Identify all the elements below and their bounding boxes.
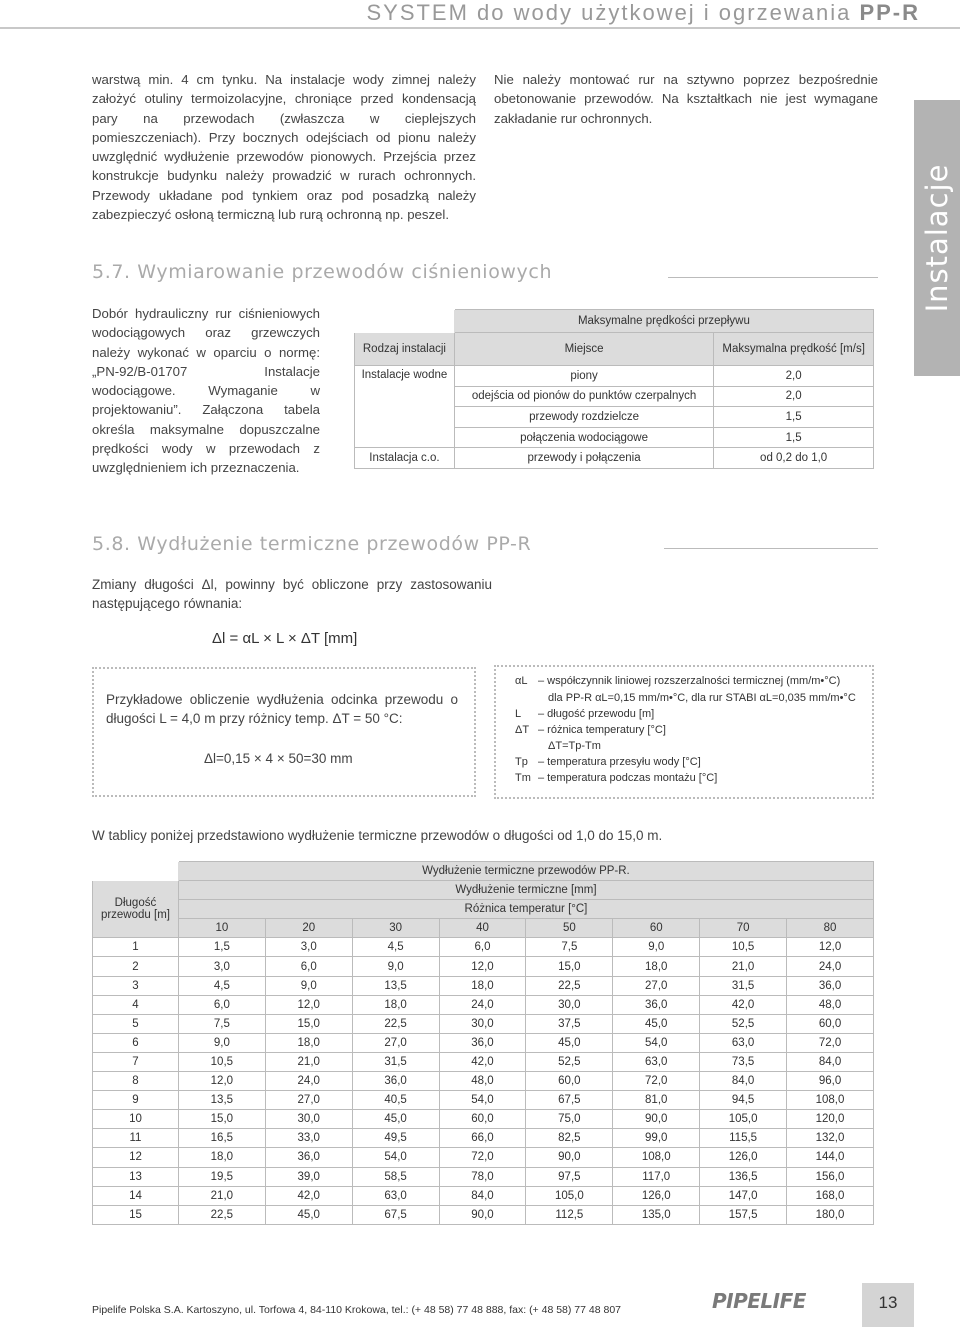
velocity-table-title: Maksymalne prędkości przepływu [454, 310, 873, 333]
velocity-speed: 1,5 [714, 427, 874, 448]
header-title [366, 0, 920, 26]
elongation-value-cell: 30,0 [526, 995, 613, 1014]
elongation-value-cell: 7,5 [526, 938, 613, 957]
elongation-value-cell: 84,0 [787, 1052, 874, 1071]
elongation-table-title: Wydłużenie termiczne przewodów PP-R. [178, 862, 873, 881]
elongation-value-cell: 45,0 [265, 1205, 352, 1224]
elongation-value-cell: 168,0 [787, 1186, 874, 1205]
elongation-value-cell: 4,5 [352, 938, 439, 957]
velocity-group-heating: Instalacja c.o. [355, 448, 455, 469]
elongation-value-cell: 18,0 [613, 957, 700, 976]
pipelife-logo: PIPELIFE [712, 1289, 806, 1313]
table-row [93, 976, 874, 995]
elongation-value-cell: 52,5 [526, 1052, 613, 1071]
elongation-value-cell: 3,0 [178, 957, 265, 976]
table-row [93, 1148, 874, 1167]
elongation-value-cell: 22,5 [352, 1014, 439, 1033]
legend-L: – długość przewodu [m] [538, 708, 655, 720]
velocity-speed: 1,5 [714, 407, 874, 428]
velocity-col-speed: Maksymalna prędkość [m/s] [714, 333, 874, 366]
legend-Tm: – temperatura podczas montażu [°C] [538, 772, 718, 784]
side-tab [914, 100, 960, 376]
table-row [93, 1110, 874, 1129]
elongation-length-cell: 11 [93, 1129, 179, 1148]
elongation-value-cell: 15,0 [265, 1014, 352, 1033]
elongation-length-cell: 10 [93, 1110, 179, 1129]
elongation-value-cell: 7,5 [178, 1014, 265, 1033]
legend-Tp-sym: Tp [515, 756, 528, 768]
elongation-blank [93, 862, 179, 881]
elongation-temp-cell: 70 [700, 919, 787, 938]
legend-alpha-sym: αL [515, 675, 528, 687]
elongation-value-cell: 33,0 [265, 1129, 352, 1148]
elongation-value-cell: 108,0 [787, 1091, 874, 1110]
velocity-table-title-row [355, 310, 874, 333]
velocity-speed: od 0,2 do 1,0 [714, 448, 874, 469]
elongation-header: Wydłużenie termiczne [mm] [178, 881, 873, 900]
elongation-value-cell: 39,0 [265, 1167, 352, 1186]
elongation-value-cell: 54,0 [439, 1091, 526, 1110]
table-row [93, 1167, 874, 1186]
legend-dT: – różnica temperatury [°C] [538, 724, 666, 736]
elongation-value-cell: 22,5 [178, 1205, 265, 1224]
elongation-value-cell: 18,0 [439, 976, 526, 995]
elongation-value-cell: 40,5 [352, 1091, 439, 1110]
elongation-value-cell: 90,0 [613, 1110, 700, 1129]
elongation-value-cell: 21,0 [700, 957, 787, 976]
elongation-value-cell: 67,5 [352, 1205, 439, 1224]
elongation-length-cell: 14 [93, 1186, 179, 1205]
header-title-main: SYSTEM do wody użytkowej i ogrzewania [366, 0, 860, 25]
velocity-table-header-row [355, 333, 874, 366]
section-5-7-title: 5.7. Wymiarowanie przewodów ciśnieniowych [92, 261, 553, 283]
section-5-7-rule [668, 277, 878, 278]
elongation-length-cell: 15 [93, 1205, 179, 1224]
elongation-temp-cell: 30 [352, 919, 439, 938]
elongation-value-cell: 27,0 [265, 1091, 352, 1110]
elongation-value-cell: 10,5 [178, 1052, 265, 1071]
elongation-value-cell: 1,5 [178, 938, 265, 957]
velocity-speed: 2,0 [714, 386, 874, 407]
elongation-value-cell: 45,0 [352, 1110, 439, 1129]
elongation-value-cell: 66,0 [439, 1129, 526, 1148]
elongation-formula: Δl = αL × L × ΔT [mm] [212, 630, 358, 647]
elongation-value-cell: 13,5 [178, 1091, 265, 1110]
elongation-table [92, 861, 874, 1225]
elongation-value-cell: 157,5 [700, 1205, 787, 1224]
elongation-length-cell: 1 [93, 938, 179, 957]
table-row [93, 995, 874, 1014]
elongation-length-cell: 6 [93, 1033, 179, 1052]
table-row [355, 366, 874, 387]
side-tab-label: Instalacje [920, 163, 954, 313]
elongation-dt-row [93, 900, 874, 919]
elongation-value-cell: 99,0 [613, 1129, 700, 1148]
elongation-value-cell: 84,0 [700, 1072, 787, 1091]
elongation-temp-cell: 10 [178, 919, 265, 938]
legend-alpha: – współczynnik liniowej rozszerzalności termicznej (mm/m•°C) [538, 675, 841, 687]
section-5-7-text: Dobór hydrauliczny rur ciśnieniowych wodociągowych oraz grzewczych należy wykonać w oparciu o normę: „PN-92/B-01707 Instalacje wodociągowe. Wymaganie w projektowaniu”. Załączona tabela określa maksymalne dopuszczalne prędkości wody w przewodach z uwzględnieniem ich przeznaczenia. [92, 306, 320, 476]
elongation-value-cell: 31,5 [352, 1052, 439, 1071]
elongation-value-cell: 6,0 [265, 957, 352, 976]
header-title-bold: PP-R [859, 0, 920, 25]
velocity-table-blank [355, 310, 455, 333]
elongation-value-cell: 120,0 [787, 1110, 874, 1129]
elongation-title-row [93, 862, 874, 881]
elongation-value-cell: 37,5 [526, 1014, 613, 1033]
section-5-8-rule [664, 548, 878, 549]
elongation-value-cell: 105,0 [526, 1186, 613, 1205]
table-row [93, 938, 874, 957]
elongation-value-cell: 19,5 [178, 1167, 265, 1186]
elongation-value-cell: 12,0 [265, 995, 352, 1014]
elongation-value-cell: 3,0 [265, 938, 352, 957]
intro-right-text: Nie należy montować rur na sztywno poprzez bezpośrednie obetonowanie przewodów. Na kształtkach nie jest wymagane zakładanie rur ochronnych. [494, 72, 878, 126]
elongation-value-cell: 73,5 [700, 1052, 787, 1071]
elongation-value-cell: 27,0 [352, 1033, 439, 1052]
elongation-value-cell: 9,0 [613, 938, 700, 957]
elongation-value-cell: 42,0 [700, 995, 787, 1014]
table-row [93, 1033, 874, 1052]
elongation-value-cell: 108,0 [613, 1148, 700, 1167]
velocity-col-type: Rodzaj instalacji [355, 333, 455, 366]
elongation-temp-cell: 40 [439, 919, 526, 938]
elongation-value-cell: 97,5 [526, 1167, 613, 1186]
elongation-value-cell: 126,0 [613, 1186, 700, 1205]
example-text: Przykładowe obliczenie wydłużenia odcinka przewodu o długości L = 4,0 m przy różnicy temp. ΔT = 50 °C: [106, 692, 458, 727]
elongation-body [93, 938, 874, 1224]
elongation-value-cell: 22,5 [526, 976, 613, 995]
velocity-group-water: Instalacje wodne [355, 366, 455, 448]
elongation-length-cell: 2 [93, 957, 179, 976]
elongation-value-cell: 126,0 [700, 1148, 787, 1167]
elongation-value-cell: 54,0 [352, 1148, 439, 1167]
elongation-value-cell: 18,0 [178, 1148, 265, 1167]
elongation-value-cell: 30,0 [265, 1110, 352, 1129]
elongation-value-cell: 156,0 [787, 1167, 874, 1186]
section-5-8-title: 5.8. Wydłużenie termiczne przewodów PP-R [92, 533, 532, 555]
elongation-value-cell: 67,5 [526, 1091, 613, 1110]
elongation-value-cell: 45,0 [526, 1033, 613, 1052]
elongation-value-cell: 94,5 [700, 1091, 787, 1110]
elongation-value-cell: 58,5 [352, 1167, 439, 1186]
elongation-value-cell: 36,0 [352, 1072, 439, 1091]
elongation-value-cell: 117,0 [613, 1167, 700, 1186]
velocity-place: piony [454, 366, 713, 387]
table-row [355, 448, 874, 469]
elongation-value-cell: 4,5 [178, 976, 265, 995]
elongation-value-cell: 21,0 [265, 1052, 352, 1071]
legend-dT-sym: ΔT [515, 724, 530, 736]
elongation-length-cell: 4 [93, 995, 179, 1014]
elongation-value-cell: 18,0 [352, 995, 439, 1014]
elongation-header-row [93, 881, 874, 900]
velocity-place: połączenia wodociągowe [454, 427, 713, 448]
legend-L-sym: L [515, 708, 522, 720]
elongation-value-cell: 60,0 [526, 1072, 613, 1091]
table-row [93, 1091, 874, 1110]
elongation-value-cell: 72,0 [787, 1033, 874, 1052]
table-row [93, 1205, 874, 1224]
elongation-value-cell: 90,0 [526, 1148, 613, 1167]
footer-address: Pipelife Polska S.A. Kartoszyno, ul. Torfowa 4, 84-110 Krokowa, tel.: (+ 48 58) 77 48 888, fax: (+ 48 58) 77 48 807 [92, 1304, 622, 1316]
elongation-length-cell: 3 [93, 976, 179, 995]
elongation-value-cell: 24,0 [787, 957, 874, 976]
elongation-length-cell: 12 [93, 1148, 179, 1167]
elongation-value-cell: 132,0 [787, 1129, 874, 1148]
elongation-value-cell: 90,0 [439, 1205, 526, 1224]
intro-left-text: warstwą min. 4 cm tynku. Na instalacje wody zimnej należy założyć otuliny termoizolacyjne, chroniące przed kondensacją pary na przewodach (zwłaszcza w cieplejszych pomieszczeniach). Przy bocznych odejściach od pionu należy uwzględnić wydłużenie przewodów pionowych. Przejścia przez konstrukcje budynku należy prowadzić w rurach ochronnych. Przewody układane pod tynkiem oraz pod posadzką należy zabezpieczyć osłoną termiczną lub rurą ochronną np. peszel. [92, 72, 476, 223]
elongation-temp-cell: 50 [526, 919, 613, 938]
elongation-value-cell: 12,0 [439, 957, 526, 976]
velocity-place: przewody i połączenia [454, 448, 713, 469]
elongation-length-cell: 8 [93, 1072, 179, 1091]
elongation-value-cell: 24,0 [439, 995, 526, 1014]
elongation-length-cell: 7 [93, 1052, 179, 1071]
elongation-length-cell: 5 [93, 1014, 179, 1033]
elongation-value-cell: 9,0 [178, 1033, 265, 1052]
elongation-value-cell: 147,0 [700, 1186, 787, 1205]
table-row [93, 1072, 874, 1091]
elongation-value-cell: 115,5 [700, 1129, 787, 1148]
elongation-value-cell: 6,0 [178, 995, 265, 1014]
legend-alpha2: dla PP-R αL=0,15 mm/m•°C, dla rur STABI αL=0,035 mm/m•°C [548, 692, 856, 704]
table-row [93, 1052, 874, 1071]
elongation-value-cell: 6,0 [439, 938, 526, 957]
elongation-value-cell: 10,5 [700, 938, 787, 957]
elongation-value-cell: 24,0 [265, 1072, 352, 1091]
elongation-value-cell: 75,0 [526, 1110, 613, 1129]
legend-Tp: – temperatura przesyłu wody [°C] [538, 756, 701, 768]
elongation-table-intro: W tablicy poniżej przedstawiono wydłużenie termiczne przewodów o długości od 1,0 do 15,0 m. [92, 828, 663, 843]
elongation-value-cell: 12,0 [178, 1072, 265, 1091]
legend-dT2: ΔT=Tp-Tm [548, 740, 601, 752]
elongation-value-cell: 72,0 [613, 1072, 700, 1091]
elongation-value-cell: 45,0 [613, 1014, 700, 1033]
elongation-value-cell: 54,0 [613, 1033, 700, 1052]
velocity-place: odejścia od pionów do punktów czerpalnych [454, 386, 713, 407]
elongation-value-cell: 42,0 [439, 1052, 526, 1071]
velocity-table [354, 309, 874, 469]
example-calc: Δl=0,15 × 4 × 50=30 mm [204, 751, 353, 766]
example-box [92, 667, 476, 797]
elongation-value-cell: 60,0 [787, 1014, 874, 1033]
elongation-value-cell: 78,0 [439, 1167, 526, 1186]
elongation-value-cell: 52,5 [700, 1014, 787, 1033]
elongation-value-cell: 30,0 [439, 1014, 526, 1033]
elongation-value-cell: 48,0 [787, 995, 874, 1014]
velocity-place: przewody rozdzielcze [454, 407, 713, 428]
table-row [93, 957, 874, 976]
elongation-value-cell: 136,5 [700, 1167, 787, 1186]
elongation-value-cell: 63,0 [700, 1033, 787, 1052]
elongation-value-cell: 63,0 [352, 1186, 439, 1205]
elongation-value-cell: 96,0 [787, 1072, 874, 1091]
elongation-len-header: Długość przewodu [m] [93, 881, 179, 938]
table-row [93, 1129, 874, 1148]
elongation-value-cell: 27,0 [613, 976, 700, 995]
elongation-value-cell: 112,5 [526, 1205, 613, 1224]
elongation-value-cell: 36,0 [613, 995, 700, 1014]
elongation-temp-cell: 60 [613, 919, 700, 938]
elongation-value-cell: 16,5 [178, 1129, 265, 1148]
elongation-value-cell: 21,0 [178, 1186, 265, 1205]
elongation-value-cell: 48,0 [439, 1072, 526, 1091]
elongation-value-cell: 9,0 [265, 976, 352, 995]
elongation-value-cell: 84,0 [439, 1186, 526, 1205]
elongation-length-cell: 13 [93, 1167, 179, 1186]
elongation-value-cell: 135,0 [613, 1205, 700, 1224]
legend-Tm-sym: Tm [515, 772, 531, 784]
elongation-value-cell: 15,0 [178, 1110, 265, 1129]
elongation-length-cell: 9 [93, 1091, 179, 1110]
elongation-value-cell: 31,5 [700, 976, 787, 995]
elongation-value-cell: 9,0 [352, 957, 439, 976]
elongation-value-cell: 63,0 [613, 1052, 700, 1071]
elongation-value-cell: 36,0 [439, 1033, 526, 1052]
elongation-value-cell: 13,5 [352, 976, 439, 995]
elongation-temp-cell: 80 [787, 919, 874, 938]
elongation-value-cell: 72,0 [439, 1148, 526, 1167]
elongation-temp-cell: 20 [265, 919, 352, 938]
elongation-value-cell: 81,0 [613, 1091, 700, 1110]
velocity-speed: 2,0 [714, 366, 874, 387]
elongation-value-cell: 144,0 [787, 1148, 874, 1167]
elongation-value-cell: 49,5 [352, 1129, 439, 1148]
elongation-temp-row [93, 919, 874, 938]
page-number: 13 [878, 1293, 898, 1312]
section-5-8-text: Zmiany długości Δl, powinny być obliczone przy zastosowaniu następującego równania: [92, 577, 492, 612]
table-row [93, 1014, 874, 1033]
elongation-dt-header: Różnica temperatur [°C] [178, 900, 873, 919]
elongation-value-cell: 105,0 [700, 1110, 787, 1129]
elongation-value-cell: 18,0 [265, 1033, 352, 1052]
header-divider [0, 27, 960, 29]
elongation-value-cell: 60,0 [439, 1110, 526, 1129]
elongation-value-cell: 36,0 [265, 1148, 352, 1167]
elongation-value-cell: 15,0 [526, 957, 613, 976]
elongation-value-cell: 42,0 [265, 1186, 352, 1205]
elongation-value-cell: 12,0 [787, 938, 874, 957]
elongation-value-cell: 180,0 [787, 1205, 874, 1224]
elongation-value-cell: 36,0 [787, 976, 874, 995]
velocity-col-place: Miejsce [454, 333, 713, 366]
elongation-value-cell: 82,5 [526, 1129, 613, 1148]
table-row [93, 1186, 874, 1205]
